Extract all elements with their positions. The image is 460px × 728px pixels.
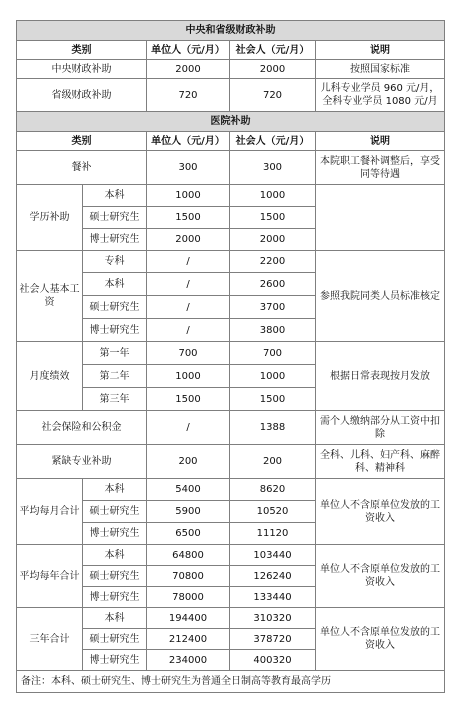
social-value: 3800 — [230, 319, 316, 342]
table-row — [17, 251, 445, 273]
subcategory-cell: 硕士研究生 — [83, 207, 147, 229]
category-cell: 餐补 — [17, 151, 147, 185]
unit-value: / — [147, 296, 230, 319]
table-row — [17, 479, 445, 501]
unit-value: 6500 — [147, 523, 230, 545]
subcategory-cell: 博士研究生 — [83, 523, 147, 545]
category-cell: 月度绩效 — [17, 342, 83, 411]
column-header-row — [17, 132, 445, 151]
social-value: 1500 — [230, 388, 316, 411]
social-value: 310320 — [230, 608, 316, 629]
social-value: 133440 — [230, 587, 316, 608]
social-value: 1500 — [230, 207, 316, 229]
table-row — [17, 411, 445, 445]
unit-value: 78000 — [147, 587, 230, 608]
unit-value: / — [147, 411, 230, 445]
social-value: 378720 — [230, 629, 316, 650]
note-cell: 单位人不含原单位发放的工资收入 — [316, 608, 445, 671]
note-cell: 单位人不含原单位发放的工资收入 — [316, 545, 445, 608]
unit-value: 700 — [147, 342, 230, 365]
unit-value: 2000 — [147, 229, 230, 251]
header-unit: 单位人（元/月） — [147, 132, 230, 151]
social-value: 10520 — [230, 501, 316, 523]
social-value: 3700 — [230, 296, 316, 319]
note-cell: 本院职工餐补调整后，享受同等待遇 — [316, 151, 445, 185]
subcategory-cell: 本科 — [83, 185, 147, 207]
subcategory-cell: 硕士研究生 — [83, 629, 147, 650]
social-value: 400320 — [230, 650, 316, 671]
unit-value: 234000 — [147, 650, 230, 671]
subsidy-table — [16, 20, 445, 693]
social-value: 200 — [230, 445, 316, 479]
unit-value: 2000 — [147, 60, 230, 79]
table-row — [17, 342, 445, 365]
subcategory-cell: 硕士研究生 — [83, 296, 147, 319]
subcategory-cell: 硕士研究生 — [83, 566, 147, 587]
subcategory-cell: 第三年 — [83, 388, 147, 411]
social-value: 2600 — [230, 273, 316, 296]
section-title-fiscal: 中央和省级财政补助 — [17, 21, 445, 41]
unit-value: 720 — [147, 79, 230, 112]
subcategory-cell: 博士研究生 — [83, 319, 147, 342]
section-title-hospital: 医院补助 — [17, 112, 445, 132]
category-cell: 省级财政补助 — [17, 79, 147, 112]
unit-value: 1500 — [147, 388, 230, 411]
social-value: 103440 — [230, 545, 316, 566]
footnote-row — [17, 671, 445, 693]
header-category: 类别 — [17, 132, 147, 151]
category-cell: 中央财政补助 — [17, 60, 147, 79]
header-social: 社会人（元/月） — [230, 41, 316, 60]
social-value: 720 — [230, 79, 316, 112]
unit-value: 300 — [147, 151, 230, 185]
section-header-row — [17, 112, 445, 132]
subcategory-cell: 硕士研究生 — [83, 501, 147, 523]
social-value: 11120 — [230, 523, 316, 545]
social-value: 700 — [230, 342, 316, 365]
header-category: 类别 — [17, 41, 147, 60]
social-value: 1000 — [230, 185, 316, 207]
note-cell: 单位人不含原单位发放的工资收入 — [316, 479, 445, 545]
unit-value: 5900 — [147, 501, 230, 523]
social-value: 1000 — [230, 365, 316, 388]
category-cell: 三年合计 — [17, 608, 83, 671]
table-row — [17, 185, 445, 207]
unit-value: 200 — [147, 445, 230, 479]
note-cell: 全科、儿科、妇产科、麻醉科、精神科 — [316, 445, 445, 479]
table-row — [17, 79, 445, 112]
unit-value: 1000 — [147, 185, 230, 207]
header-note: 说明 — [316, 41, 445, 60]
table-row — [17, 151, 445, 185]
footnote: 备注：本科、硕士研究生、博士研究生为普通全日制高等教育最高学历 — [17, 671, 445, 693]
note-cell: 按照国家标准 — [316, 60, 445, 79]
category-cell: 平均每月合计 — [17, 479, 83, 545]
column-header-row — [17, 41, 445, 60]
category-cell: 学历补助 — [17, 185, 83, 251]
note-cell: 根据日常表现按月发放 — [316, 342, 445, 411]
social-value: 300 — [230, 151, 316, 185]
unit-value: 64800 — [147, 545, 230, 566]
social-value: 2200 — [230, 251, 316, 273]
unit-value: / — [147, 273, 230, 296]
social-value: 1388 — [230, 411, 316, 445]
unit-value: / — [147, 251, 230, 273]
unit-value: 194400 — [147, 608, 230, 629]
unit-value: / — [147, 319, 230, 342]
category-cell: 平均每年合计 — [17, 545, 83, 608]
category-cell: 社会人基本工资 — [17, 251, 83, 342]
social-value: 126240 — [230, 566, 316, 587]
category-cell: 紧缺专业补助 — [17, 445, 147, 479]
social-value: 2000 — [230, 60, 316, 79]
subcategory-cell: 专科 — [83, 251, 147, 273]
social-value: 8620 — [230, 479, 316, 501]
category-cell: 社会保险和公积金 — [17, 411, 147, 445]
note-cell — [316, 185, 445, 251]
section-header-row — [17, 21, 445, 41]
unit-value: 5400 — [147, 479, 230, 501]
subcategory-cell: 本科 — [83, 273, 147, 296]
subcategory-cell: 第一年 — [83, 342, 147, 365]
subcategory-cell: 博士研究生 — [83, 587, 147, 608]
unit-value: 1500 — [147, 207, 230, 229]
table-row — [17, 60, 445, 79]
subcategory-cell: 博士研究生 — [83, 229, 147, 251]
note-cell: 需个人缴纳部分从工资中扣除 — [316, 411, 445, 445]
subcategory-cell: 第二年 — [83, 365, 147, 388]
header-social: 社会人（元/月） — [230, 132, 316, 151]
unit-value: 1000 — [147, 365, 230, 388]
header-note: 说明 — [316, 132, 445, 151]
subcategory-cell: 本科 — [83, 479, 147, 501]
unit-value: 70800 — [147, 566, 230, 587]
table-row — [17, 608, 445, 629]
social-value: 2000 — [230, 229, 316, 251]
subcategory-cell: 博士研究生 — [83, 650, 147, 671]
note-cell: 儿科专业学员 960 元/月，全科专业学员 1080 元/月 — [316, 79, 445, 112]
subcategory-cell: 本科 — [83, 608, 147, 629]
subcategory-cell: 本科 — [83, 545, 147, 566]
table-row — [17, 445, 445, 479]
header-unit: 单位人（元/月） — [147, 41, 230, 60]
note-cell: 参照我院同类人员标准核定 — [316, 251, 445, 342]
unit-value: 212400 — [147, 629, 230, 650]
table-row — [17, 545, 445, 566]
